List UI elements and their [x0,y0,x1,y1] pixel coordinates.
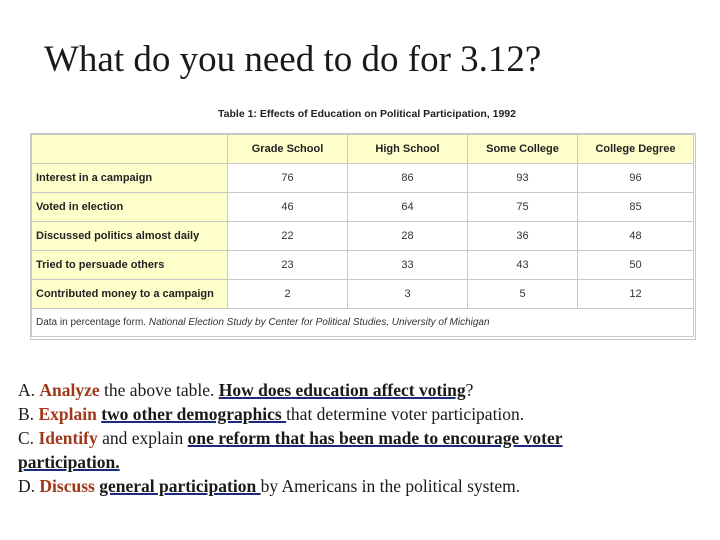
task-verb: Explain [38,404,97,424]
question-list [18,378,708,498]
table-row [32,280,694,309]
table-row [32,164,694,193]
table-row [32,251,694,280]
table-corner-cell [32,135,228,164]
question-letter: C. [18,428,39,448]
row-label: Interest in a campaign [32,164,228,193]
row-label: Discussed politics almost daily [32,222,228,251]
table-cell: 86 [348,164,468,193]
table-cell: 85 [578,193,694,222]
question-emphasis: How does education affect voting [218,380,466,400]
table-cell: 23 [228,251,348,280]
row-label: Tried to persuade others [32,251,228,280]
question-emphasis: one reform that has been made to encourage voter [187,428,563,448]
column-header: Grade School [228,135,348,164]
table-cell: 43 [468,251,578,280]
table-cell: 12 [578,280,694,309]
table-caption: Table 1: Effects of Education on Political Participation, 1992 [218,108,516,120]
table-cell: 46 [228,193,348,222]
question-text: and explain [97,428,188,448]
question-emphasis: two other demographics [101,404,287,424]
question-c [18,426,708,450]
table-cell: 28 [348,222,468,251]
slide-title: What do you need to do for 3.12? [44,39,542,80]
question-letter: B. [18,404,39,424]
table-cell: 93 [468,164,578,193]
question-d [18,474,708,498]
table-header-row [32,135,694,164]
row-label: Contributed money to a campaign [32,280,228,309]
table-cell: 76 [228,164,348,193]
table-source-note [32,309,694,337]
table-cell: 64 [348,193,468,222]
table-cell: 75 [468,193,578,222]
question-text: that determine voter participation. [286,404,525,424]
question-text: the above table. [99,380,219,400]
question-a [18,378,708,402]
question-emphasis: general participation [99,476,261,496]
source-citation: National Election Study by Center for Political Studies, University of Michigan [148,317,490,328]
question-text: ? [465,380,474,400]
question-emphasis: participation. [18,452,120,472]
table-cell: 48 [578,222,694,251]
row-label: Voted in election [32,193,228,222]
question-b [18,402,708,426]
task-verb: Identify [38,428,98,448]
table-cell: 36 [468,222,578,251]
task-verb: Discuss [39,476,95,496]
question-letter: D. [18,476,40,496]
data-table-figure [30,108,696,340]
question-letter: A. [18,380,40,400]
question-text: by Americans in the political system. [260,476,521,496]
source-prefix: Data in percentage form. [36,317,149,328]
table-frame [30,133,696,340]
table-cell: 5 [468,280,578,309]
table-cell: 50 [578,251,694,280]
table-cell: 33 [348,251,468,280]
column-header: College Degree [578,135,694,164]
table-row [32,193,694,222]
education-participation-table [31,134,694,337]
column-header: High School [348,135,468,164]
table-cell: 3 [348,280,468,309]
table-row [32,222,694,251]
task-verb: Analyze [39,380,100,400]
table-cell: 22 [228,222,348,251]
table-cell: 2 [228,280,348,309]
table-cell: 96 [578,164,694,193]
table-source-row [32,309,694,337]
column-header: Some College [468,135,578,164]
question-c-continued [18,450,708,474]
